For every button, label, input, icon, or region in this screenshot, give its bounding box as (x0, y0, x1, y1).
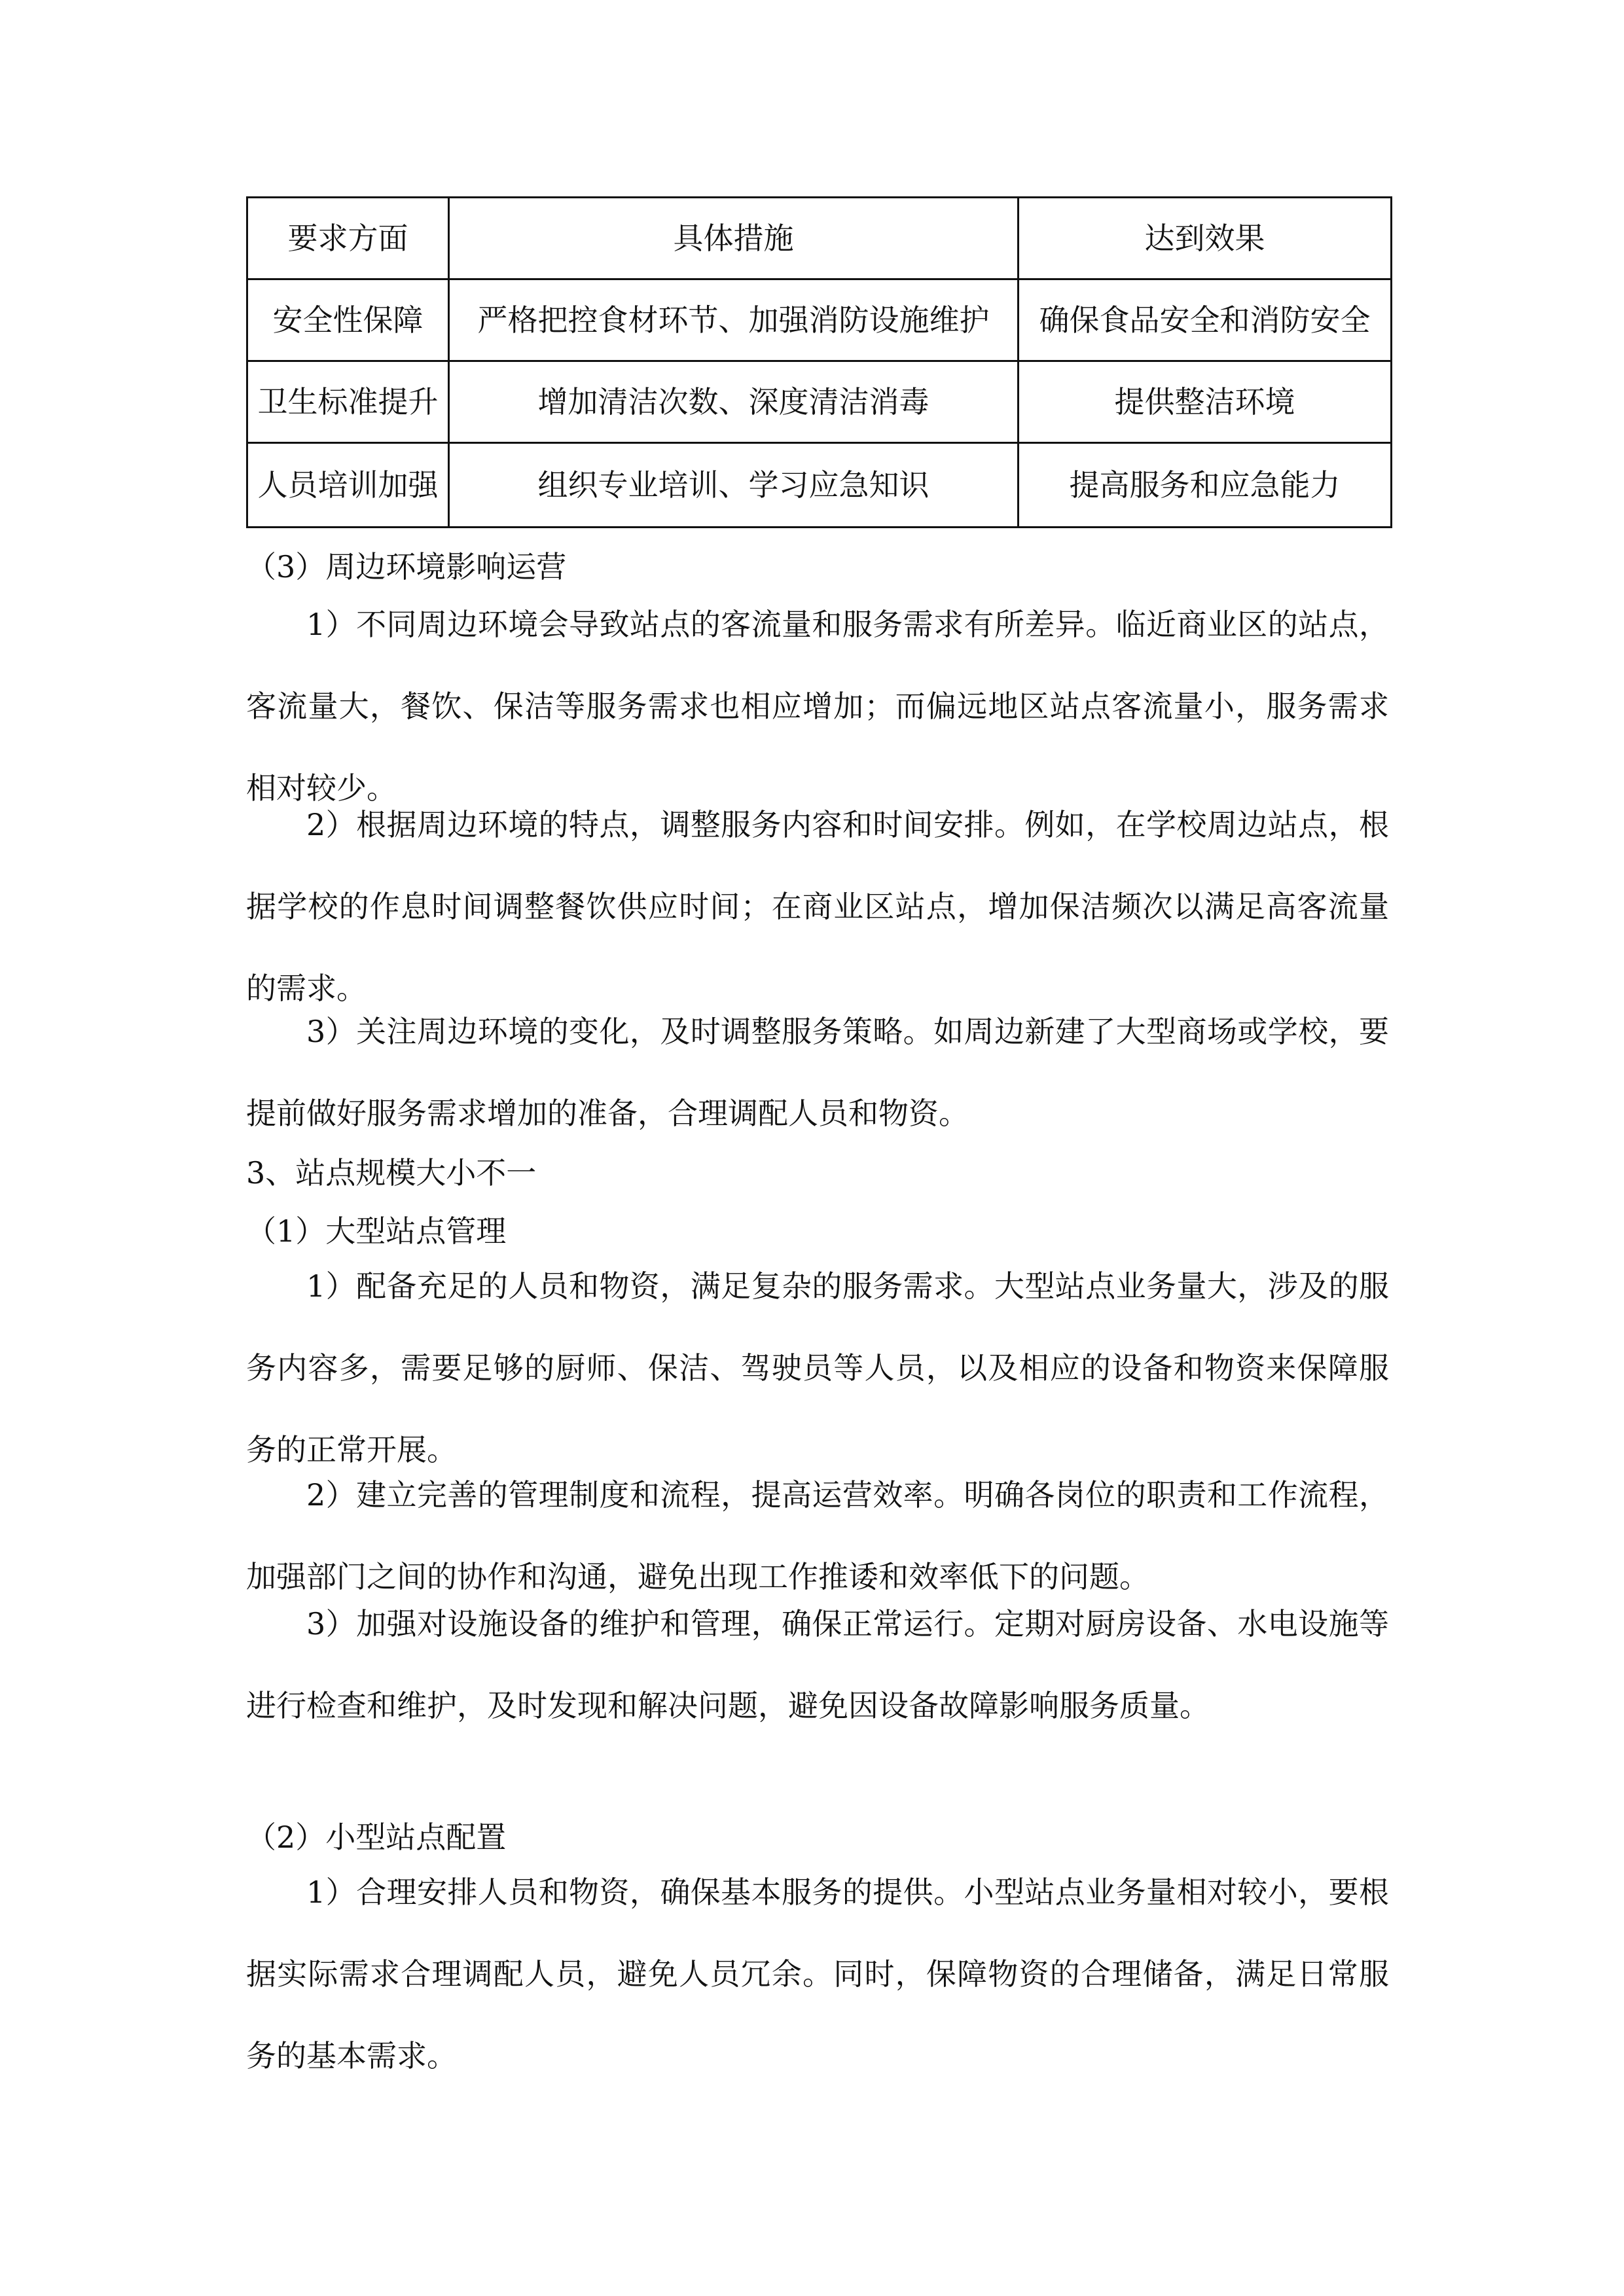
table-header-cell: 达到效果 (1019, 198, 1392, 279)
body-paragraph: 2）根据周边环境的特点，调整服务内容和时间安排。例如，在学校周边站点，根据学校的作息时间调整餐饮供应时间；在商业区站点，增加保洁频次以满足高客流量的需求。 (246, 807, 1389, 1006)
body-paragraph: 1）不同周边环境会导致站点的客流量和服务需求有所差异。临近商业区的站点，客流量大，餐饮、保洁等服务需求也相应增加；而偏远地区站点客流量小，服务需求相对较少。 (246, 607, 1389, 806)
section-heading: 3、站点规模大小不一 (246, 1155, 537, 1191)
body-paragraph: 2）建立完善的管理制度和流程，提高运营效率。明确各岗位的职责和工作流程，加强部门之间的协作和沟通，避免出现工作推诿和效率低下的问题。 (246, 1477, 1389, 1594)
section-heading: （3）周边环境影响运营 (246, 549, 567, 584)
table-header-row (247, 198, 1392, 279)
table-cell: 安全性保障 (247, 279, 449, 361)
table-row (247, 443, 1392, 528)
body-paragraph: 1）合理安排人员和物资，确保基本服务的提供。小型站点业务量相对较小，要根据实际需求合理调配人员，避免人员冗余。同时，保障物资的合理储备，满足日常服务的基本需求。 (246, 1874, 1389, 2073)
table-header-cell: 具体措施 (449, 198, 1019, 279)
table-cell: 人员培训加强 (247, 443, 449, 528)
body-paragraph: 3）关注周边环境的变化，及时调整服务策略。如周边新建了大型商场或学校，要提前做好服务需求增加的准备，合理调配人员和物资。 (246, 1014, 1389, 1131)
table-row (247, 279, 1392, 361)
table-cell: 提高服务和应急能力 (1019, 443, 1392, 528)
table-header-cell: 要求方面 (247, 198, 449, 279)
subsection-heading: （1）大型站点管理 (246, 1213, 507, 1249)
body-paragraph: 1）配备充足的人员和物资，满足复杂的服务需求。大型站点业务量大，涉及的服务内容多，需要足够的厨师、保洁、驾驶员等人员，以及相应的设备和物资来保障服务的正常开展。 (246, 1268, 1389, 1467)
requirements-table (246, 196, 1392, 528)
table-cell: 提供整洁环境 (1019, 361, 1392, 443)
table-cell: 严格把控食材环节、加强消防设施维护 (449, 279, 1019, 361)
table-cell: 增加清洁次数、深度清洁消毒 (449, 361, 1019, 443)
table-cell: 组织专业培训、学习应急知识 (449, 443, 1019, 528)
table-cell: 确保食品安全和消防安全 (1019, 279, 1392, 361)
body-paragraph: 3）加强对设施设备的维护和管理，确保正常运行。定期对厨房设备、水电设施等进行检查和维护，及时发现和解决问题，避免因设备故障影响服务质量。 (246, 1606, 1389, 1723)
subsection-heading: （2）小型站点配置 (246, 1820, 507, 1855)
table-row (247, 361, 1392, 443)
table-cell: 卫生标准提升 (247, 361, 449, 443)
